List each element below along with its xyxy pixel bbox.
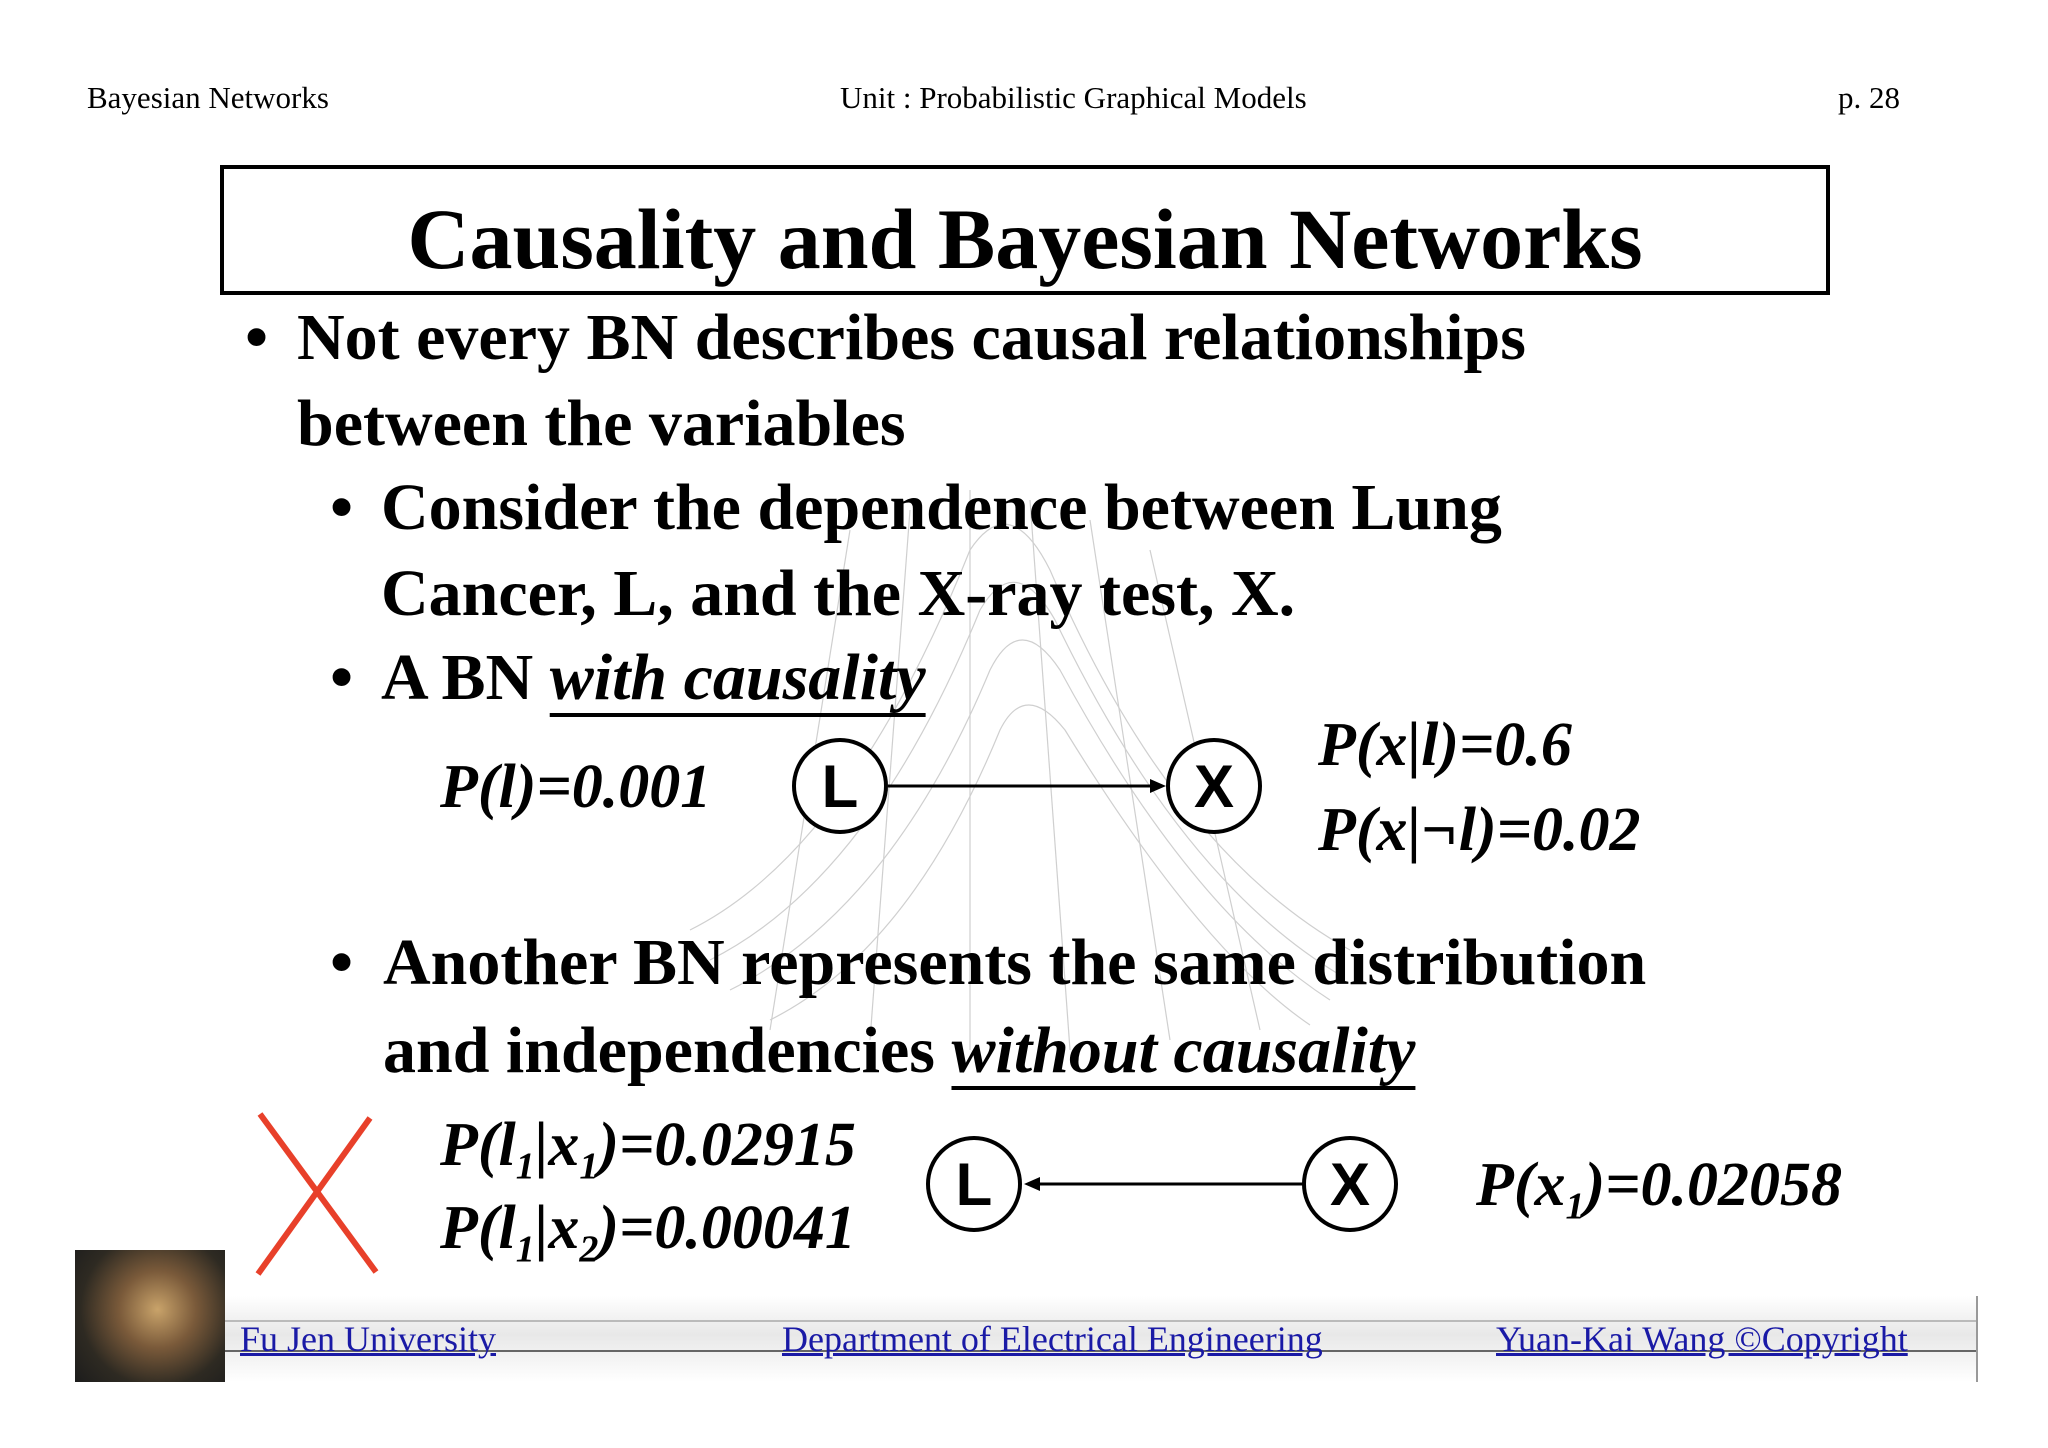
node-l-noncausal: L — [926, 1136, 1022, 1232]
footer-university-link[interactable]: Fu Jen University — [240, 1319, 496, 1359]
footer-copyright-link[interactable]: Yuan-Kai Wang ©Copyright — [1496, 1319, 1908, 1359]
cond2-part-c: )=0.00041 — [598, 1194, 856, 1262]
prior-sub: 1 — [1565, 1185, 1585, 1228]
prior-probability-x1 — [1476, 1150, 1842, 1228]
header-unit-name: Unit : Probabilistic Graphical Models — [840, 80, 1307, 115]
bullet-marker-2: • — [330, 471, 354, 544]
cond2-sub-2: 2 — [579, 1228, 599, 1271]
bullet-marker-3: • — [330, 641, 354, 714]
bullet-3-prefix: A BN — [381, 641, 550, 714]
red-cross-mark-icon — [252, 1108, 382, 1278]
cond2-sub-1: 1 — [515, 1228, 535, 1271]
university-logo-head-icon — [75, 1250, 225, 1382]
conditional-prob-l1-given-x2 — [440, 1193, 856, 1271]
bullet-marker-1: • — [245, 301, 269, 374]
bullet-1-line-1: Not every BN describes causal relationships — [297, 301, 1526, 374]
arrow-l-to-x — [888, 774, 1168, 798]
cond1-part-a: P(l — [440, 1111, 516, 1179]
bullet-4-emphasis: without causality — [951, 1014, 1416, 1087]
node-x-noncausal: X — [1302, 1136, 1398, 1232]
bullet-3 — [381, 635, 926, 721]
bullet-4-line-2 — [383, 1008, 1415, 1094]
node-l-causal: L — [792, 738, 888, 834]
conditional-prob-x-given-not-l: P(x|¬l)=0.02 — [1318, 796, 1641, 864]
cond2-part-a: P(l — [440, 1194, 516, 1262]
bullet-3-emphasis: with causality — [549, 641, 926, 714]
node-x-causal: X — [1166, 738, 1262, 834]
prior-part-a: P(x — [1476, 1151, 1566, 1219]
page-number: 28 — [1869, 80, 1900, 115]
slide-title-box — [220, 165, 1830, 295]
bullet-marker-4: • — [330, 926, 354, 999]
header-course-name: Bayesian Networks — [87, 80, 329, 115]
cond1-sub-1: 1 — [515, 1145, 535, 1188]
cond1-sub-2: 1 — [579, 1145, 599, 1188]
slide-title: Causality and Bayesian Networks — [407, 191, 1643, 287]
cond2-part-b: |x — [534, 1194, 580, 1262]
arrow-x-to-l — [1022, 1172, 1306, 1196]
page-label: p. — [1838, 80, 1862, 115]
cond1-part-c: )=0.02915 — [598, 1111, 856, 1179]
footer-department-link[interactable]: Department of Electrical Engineering — [782, 1319, 1323, 1359]
cond1-part-b: |x — [534, 1111, 580, 1179]
bullet-1-line-2: between the variables — [297, 387, 906, 460]
header-page-number — [1838, 80, 1900, 116]
prior-probability-l: P(l)=0.001 — [440, 753, 712, 821]
conditional-prob-l1-given-x1 — [440, 1110, 856, 1188]
bullet-2-line-1: Consider the dependence between Lung — [381, 471, 1502, 544]
prior-part-b: )=0.02058 — [1584, 1151, 1843, 1219]
bullet-4-line-1: Another BN represents the same distribution — [383, 926, 1647, 999]
bullet-4-prefix: and independencies — [383, 1014, 952, 1087]
bullet-2-line-2: Cancer, L, and the X-ray test, X. — [381, 557, 1296, 630]
conditional-prob-x-given-l: P(x|l)=0.6 — [1318, 711, 1572, 779]
